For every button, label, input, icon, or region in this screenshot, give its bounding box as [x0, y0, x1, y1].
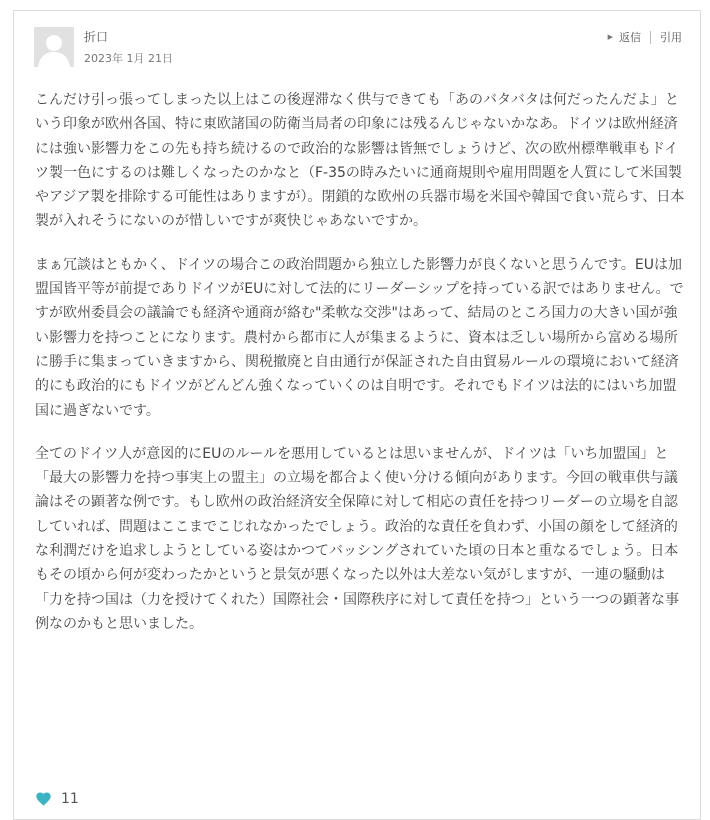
comment-actions [608, 29, 682, 45]
heart-icon [36, 792, 51, 806]
quote-button[interactable]: 引用 [660, 31, 682, 44]
like-count: 11 [61, 791, 79, 807]
comment-author: 折口 [84, 30, 109, 44]
triangle-right-icon: ▶ [607, 33, 613, 41]
comment-body [35, 88, 687, 655]
comment-paragraph: まぁ冗談はともかく、ドイツの場合この政治問題から独立した影響力が良くないと思うんです。EUは加盟国皆平等が前提でありドイツがEUに対して法的にリーダーシップを持っている訳ではありません。ですが欧州委員会の議論でも経済や通商が絡む"柔軟な交渉"はあって、結局のところ国力の大きい国が強い影響力を持つことになります。農村から都市に人が集まるように、資本は乏しい場所から富める場所に勝手に集まっていきますから、関税撤廃と自由通行が保証された自由貿易ルールの環境において経済的にも政治的にもドイツがどんどん強くなっていくのは自明です。それでもドイツは法的にはいち加盟国に過ぎないです。 [35, 256, 684, 419]
like-button[interactable] [36, 791, 79, 807]
avatar [34, 27, 74, 67]
action-divider [650, 31, 651, 44]
comment-paragraph: こんだけ引っ張ってしまった以上はこの後遅滞なく供与できても「あのバタバタは何だったんだよ」という印象が欧州各国、特に東欧諸国の防衛当局者の印象には残るんじゃないかなあ。ドイツは欧州経済には強い影響力をこの先も持ち続けるので政治的な影響は皆無でしょうけど、次の欧州標準戦車もドイツ製一色にするのは難しくなったのかなと（F-35の時みたいに通商規則や雇用問題を人質にして米国製やアジア製を排除する可能性はありますが）。閉鎖的な欧州の兵器市場を米国や韓国で食い荒らす、日本製が入れそうにないのが惜しいですが爽快じゃあないですか。 [35, 92, 685, 230]
reply-button[interactable]: 返信 [619, 31, 641, 44]
default-avatar-icon [34, 27, 74, 67]
comment-paragraph: 全てのドイツ人が意図的にEUのルールを悪用しているとは思いませんが、ドイツは「いち加盟国」と「最大の影響力を持つ事実上の盟主」の立場を都合よく使い分ける傾向があります。今回の戦車供与議論はその顕著な例です。もし欧州の政治経済安全保障に対して相応の責任を持つリーダーの立場を自認していれば、問題はここまでこじれなかったでしょう。政治的な責任を負わず、小国の顔をして経済的な利潤だけを追求しようとしている姿はかつてバッシングされていた頃の日本と重なるでしょう。日本もその頃から何が変わったかというと景気が悪くなった以外は大差ない気がしますが、一連の騒動は「力を持つ国は（力を授けてくれた）国際社会・国際秩序に対して責任を持つ」という一つの顕著な事例なのかもと思いました。 [35, 445, 679, 632]
comment-date: 2023年 1月 21日 [84, 52, 173, 65]
comment-card [13, 10, 701, 820]
